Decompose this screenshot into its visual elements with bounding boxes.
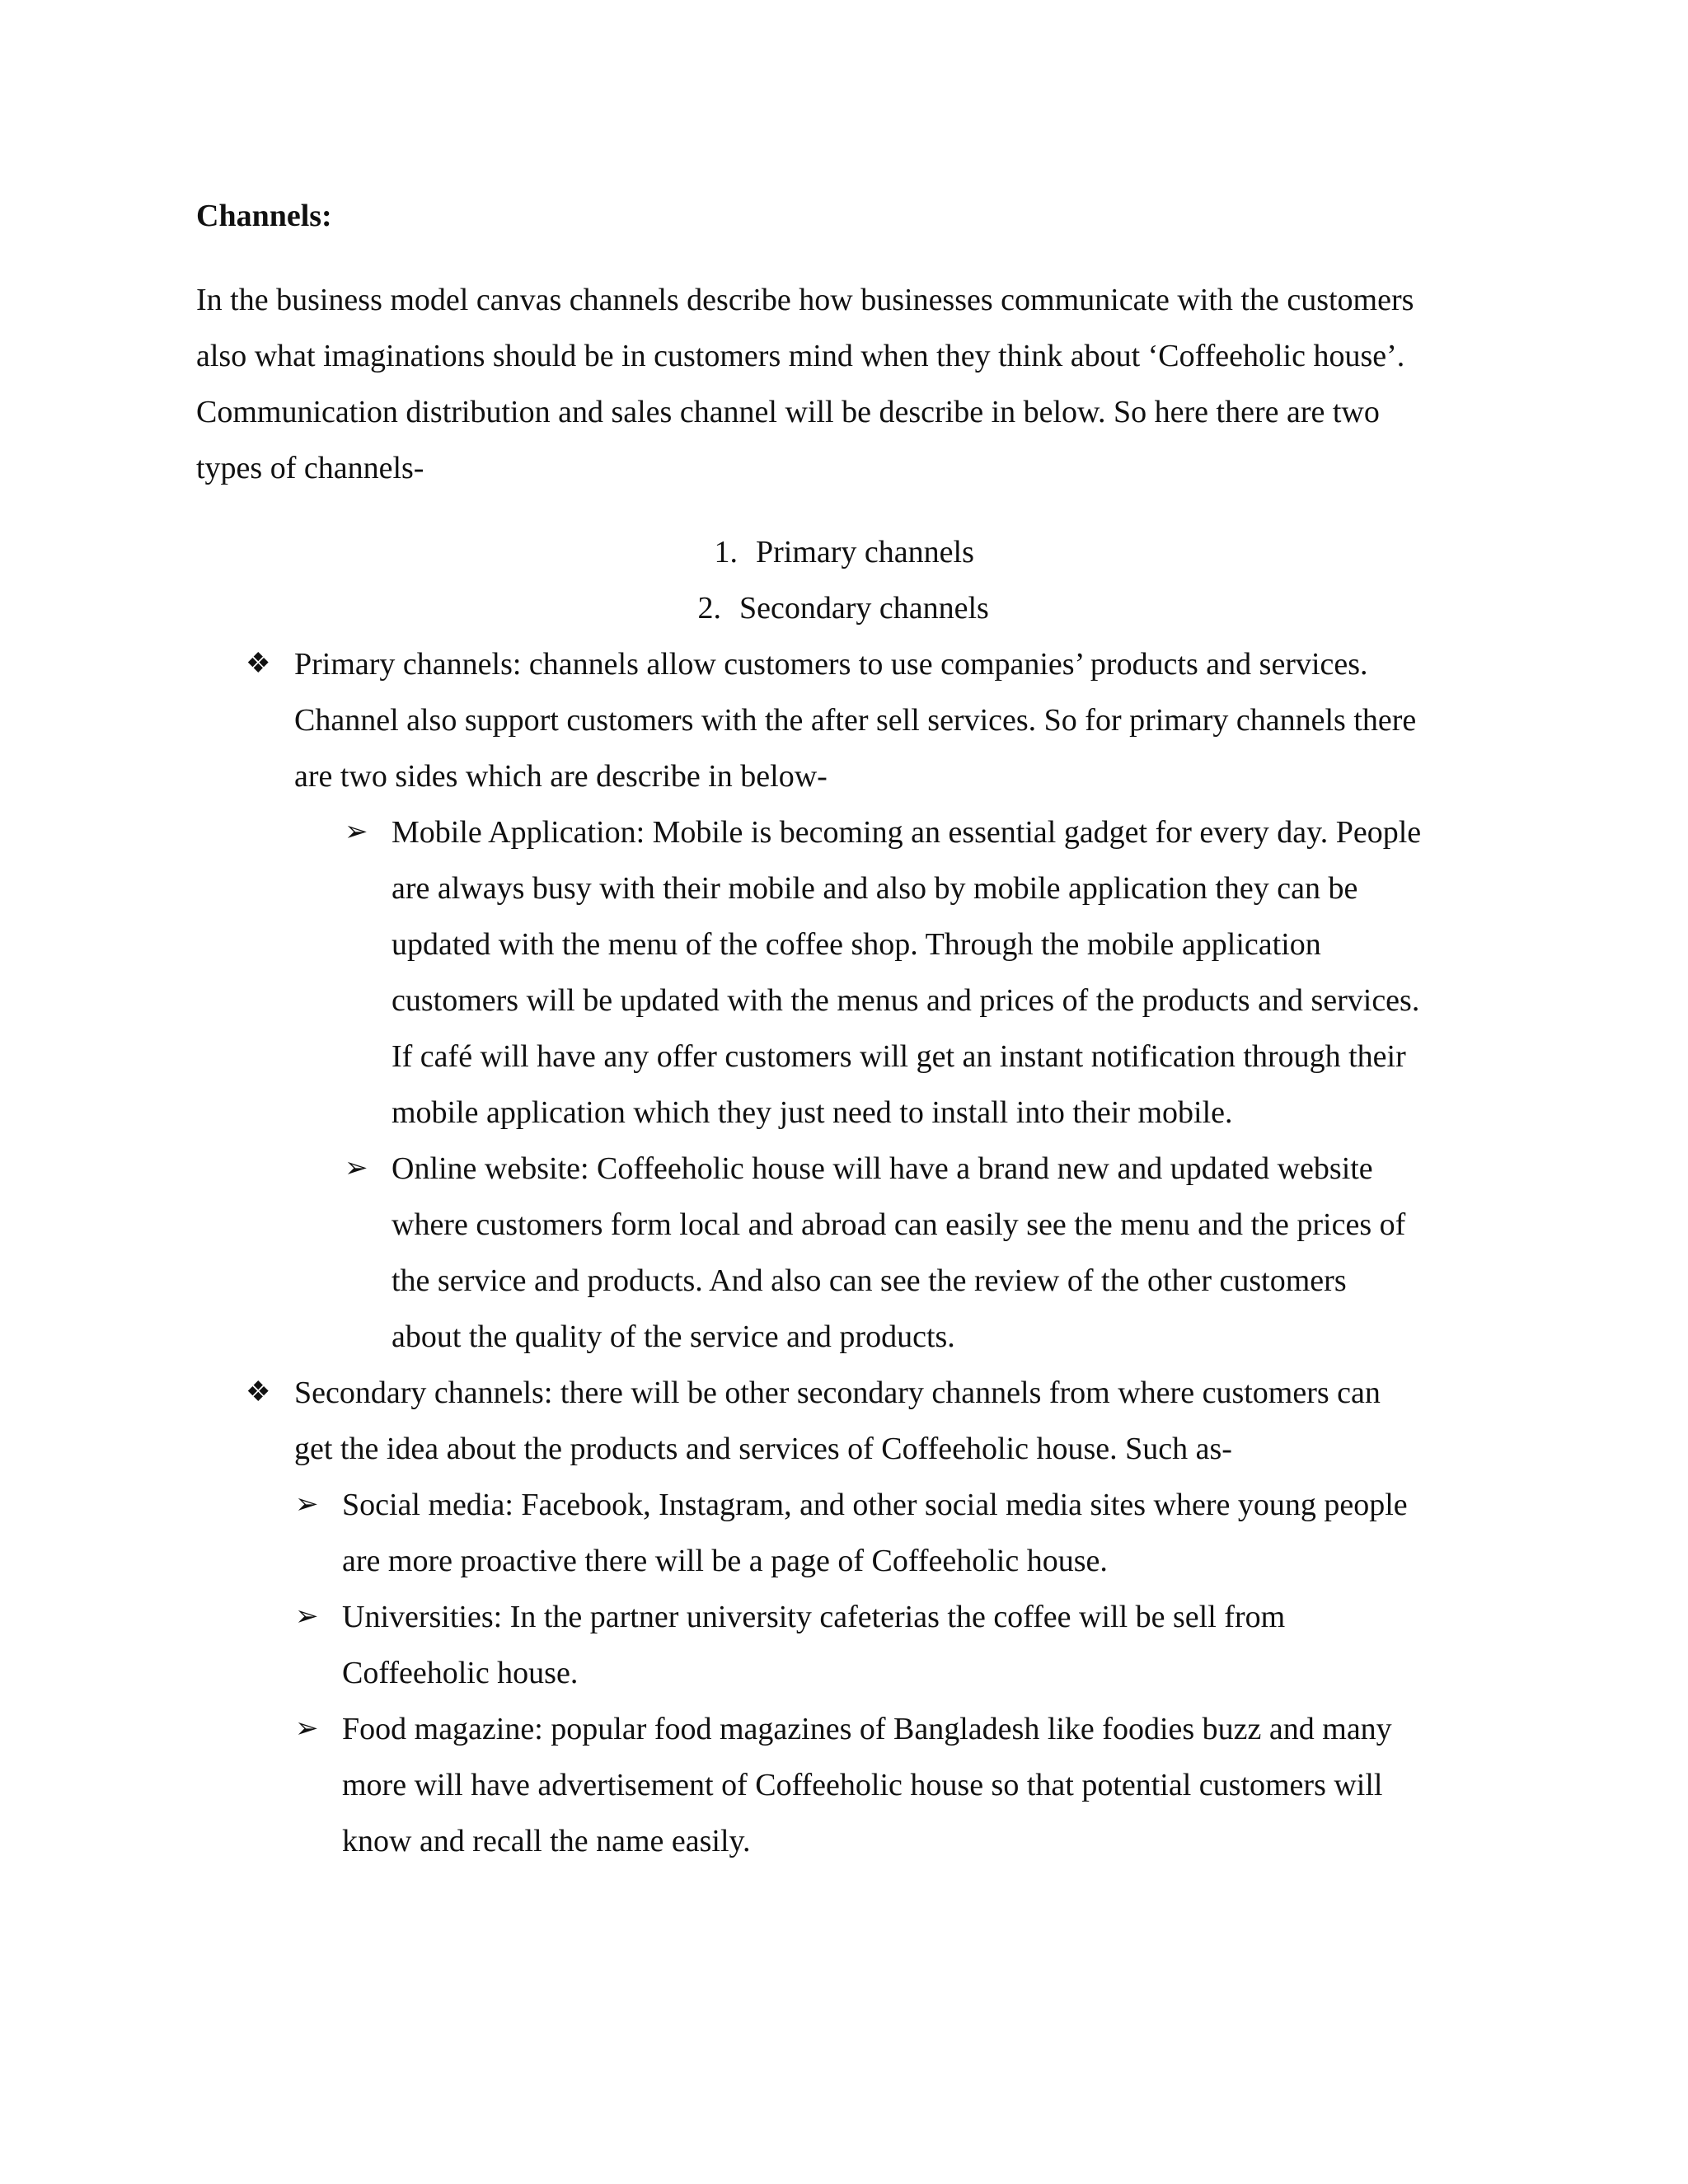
secondary-line: Secondary channels: there will be other secondary channels from where customers can [294, 1376, 1381, 1410]
subitem-line: If café will have any offer customers will get an instant notification through their [392, 1039, 1406, 1074]
subitem-line: Food magazine: popular food magazines of Bangladesh like foodies buzz and many [342, 1712, 1392, 1746]
list-number: 1. [714, 535, 738, 569]
diamond-bullet-icon: ❖ [246, 1377, 271, 1408]
list-text: Secondary channels [739, 591, 989, 626]
subitem-line: where customers form local and abroad can easily see the menu and the prices of [392, 1207, 1406, 1242]
subitem-line: Social media: Facebook, Instagram, and other social media sites where young people [342, 1488, 1408, 1522]
list-number: 2. [697, 591, 721, 626]
subitem-line: Coffeeholic house. [342, 1656, 579, 1690]
diamond-bullet-icon: ❖ [246, 649, 271, 679]
subitem-line: are always busy with their mobile and also by mobile application they can be [392, 871, 1358, 906]
subitem-line: are more proactive there will be a page of Coffeeholic house. [342, 1544, 1108, 1578]
intro-line: Communication distribution and sales channel will be describe in below. So here there are two [196, 395, 1380, 429]
subitem-line: about the quality of the service and products. [392, 1319, 955, 1354]
primary-line: are two sides which are describe in below- [294, 759, 828, 794]
arrow-bullet-icon: ➢ [295, 1713, 319, 1744]
subitem-line: Universities: In the partner university cafeterias the coffee will be sell from [342, 1600, 1286, 1634]
numbered-item [705, 537, 974, 568]
secondary-line: get the idea about the products and services of Coffeeholic house. Such as- [294, 1432, 1232, 1466]
primary-line: Channel also support customers with the after sell services. So for primary channels there [294, 703, 1417, 738]
subitem-line: customers will be updated with the menus and prices of the products and services. [392, 983, 1420, 1018]
arrow-bullet-icon: ➢ [295, 1489, 319, 1520]
section-heading: Channels: [196, 199, 332, 233]
subitem-line: Mobile Application: Mobile is becoming an essential gadget for every day. People [392, 815, 1422, 850]
subitem-line: the service and products. And also can see the review of the other customers [392, 1263, 1347, 1298]
arrow-bullet-icon: ➢ [345, 817, 368, 847]
subitem-line: updated with the menu of the coffee shop. Through the mobile application [392, 927, 1321, 962]
list-text: Primary channels [756, 535, 974, 569]
primary-line: Primary channels: channels allow customers to use companies’ products and services. [294, 647, 1368, 682]
numbered-item [688, 593, 989, 624]
subitem-line: more will have advertisement of Coffeeholic house so that potential customers will [342, 1768, 1383, 1802]
subitem-line: mobile application which they just need to install into their mobile. [392, 1095, 1233, 1130]
arrow-bullet-icon: ➢ [295, 1601, 319, 1632]
intro-line: In the business model canvas channels describe how businesses communicate with the customers [196, 283, 1414, 317]
intro-line: types of channels- [196, 451, 424, 485]
arrow-bullet-icon: ➢ [345, 1153, 368, 1183]
subitem-line: Online website: Coffeeholic house will have a brand new and updated website [392, 1151, 1373, 1186]
subitem-line: know and recall the name easily. [342, 1824, 751, 1858]
intro-line: also what imaginations should be in customers mind when they think about ‘Coffeeholic house’. [196, 339, 1405, 373]
